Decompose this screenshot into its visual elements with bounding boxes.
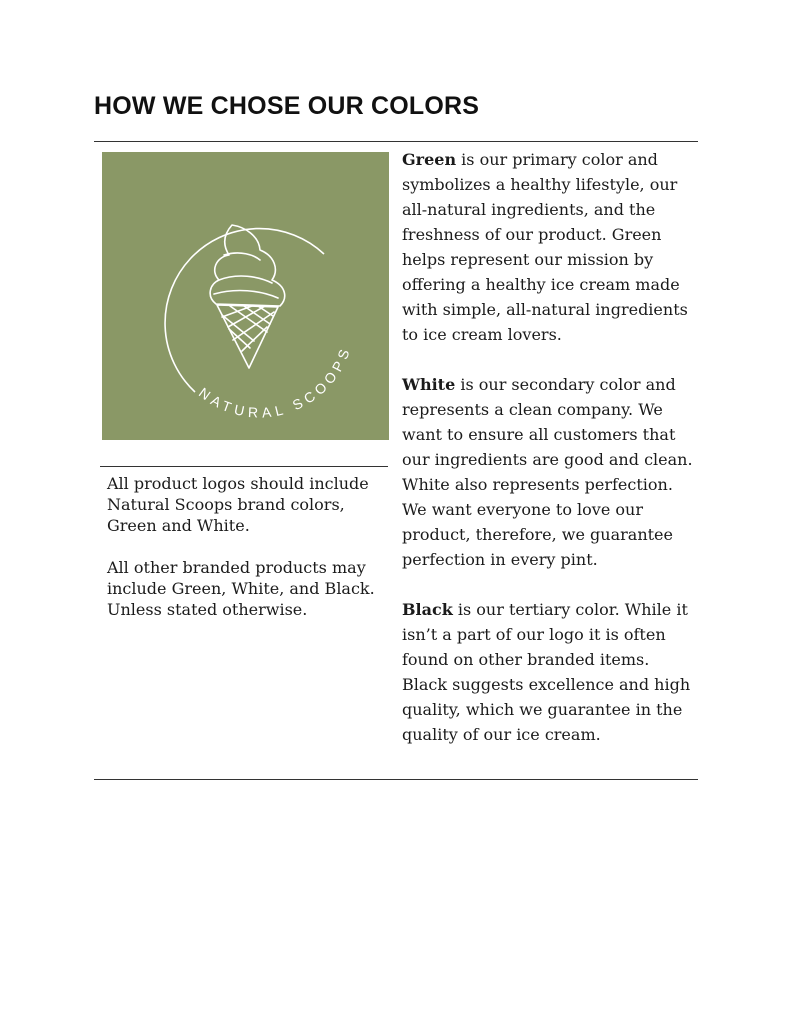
color-name-green: Green bbox=[402, 150, 457, 169]
color-description-white: is our secondary color and represents a clean company. We want to ensure all customers that our ingredients are good and clean. White also represents perfection. We want everyone to love our product, therefore, we guarantee perfection in every pint. bbox=[402, 375, 693, 569]
color-item-black bbox=[402, 597, 696, 747]
usage-notes bbox=[107, 473, 387, 641]
natural-scoops-logo bbox=[102, 152, 389, 440]
brand-logo bbox=[102, 152, 389, 440]
color-descriptions bbox=[402, 147, 696, 772]
logo-usage-note: All product logos should include Natural Scoops brand colors, Green and White. bbox=[107, 474, 369, 535]
bottom-divider bbox=[94, 779, 698, 780]
top-divider bbox=[94, 141, 698, 142]
branded-products-note: All other branded products may include Green, White, and Black. Unless stated otherwise. bbox=[107, 558, 375, 619]
page-title: HOW WE CHOSE OUR COLORS bbox=[94, 92, 480, 120]
color-name-white: White bbox=[402, 375, 456, 394]
color-item-white bbox=[402, 372, 696, 572]
color-description-green: is our primary color and symbolizes a healthy lifestyle, our all-natural ingredients, and the freshness of our product. Green helps represent our mission by offering a healthy ice cream made with simple, all-natural ingredients to ice cream lovers. bbox=[402, 150, 688, 344]
color-description-black: is our tertiary color. While it isn’t a part of our logo it is often found on other branded items. Black suggests excellence and high quality, which we guarantee in the quality of our ice cream. bbox=[402, 600, 691, 744]
color-name-black: Black bbox=[402, 600, 453, 619]
left-divider bbox=[100, 466, 388, 467]
logo-wordmark: NATURAL SCOOPS bbox=[195, 342, 354, 421]
color-item-green bbox=[402, 147, 696, 347]
ice-cream-cone-icon bbox=[210, 225, 285, 368]
